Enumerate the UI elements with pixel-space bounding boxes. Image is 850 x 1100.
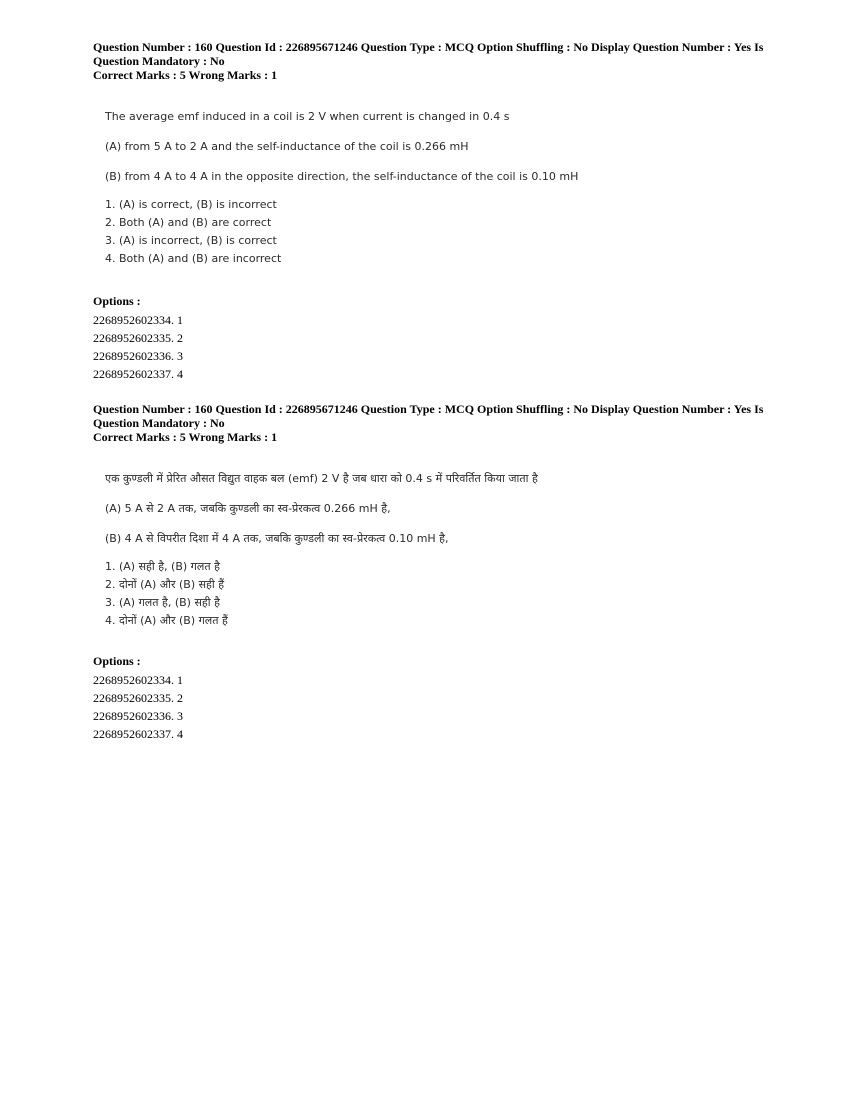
choice-list bbox=[105, 196, 773, 268]
question-marks: Correct Marks : 5 Wrong Marks : 1 bbox=[93, 430, 278, 444]
choice-item: 4. Both (A) and (B) are incorrect bbox=[105, 252, 282, 265]
question-content-2 bbox=[105, 472, 773, 630]
options-section-1 bbox=[93, 294, 773, 383]
question-stem: एक कुण्डली में प्रेरित औसत विद्युत वाहक बल (emf) 2 V है जब धारा को 0.4 s में परिवर्तित किया जाता है bbox=[105, 472, 538, 485]
option-item: 2268952602336. 3 bbox=[93, 709, 183, 723]
question-marks: Correct Marks : 5 Wrong Marks : 1 bbox=[93, 68, 278, 82]
statement-a: (A) 5 A से 2 A तक, जबकि कुण्डली का स्व-प्रेरकत्व 0.266 mH है, bbox=[105, 502, 391, 515]
question-block-1 bbox=[93, 40, 773, 383]
choice-list bbox=[105, 558, 773, 630]
question-header-line1: Question Number : 160 Question Id : 226895671246 Question Type : MCQ Option Shuffling : No Display Question Number : Yes Is bbox=[93, 402, 764, 416]
option-item: 2268952602337. 4 bbox=[93, 727, 183, 741]
choice-item: 2. Both (A) and (B) are correct bbox=[105, 216, 272, 229]
option-item: 2268952602336. 3 bbox=[93, 349, 183, 363]
question-block-2 bbox=[93, 402, 773, 743]
option-item: 2268952602335. 2 bbox=[93, 691, 183, 705]
choice-item: 3. (A) is incorrect, (B) is correct bbox=[105, 234, 277, 247]
choice-item: 1. (A) is correct, (B) is incorrect bbox=[105, 198, 277, 211]
choice-item: 4. दोनों (A) और (B) गलत हैं bbox=[105, 614, 228, 627]
statement-b: (B) from 4 A to 4 A in the opposite direction, the self-inductance of the coil is 0.10 mH bbox=[105, 170, 579, 183]
options-section-2 bbox=[93, 654, 773, 743]
statement-a: (A) from 5 A to 2 A and the self-inductance of the coil is 0.266 mH bbox=[105, 140, 469, 153]
choice-item: 1. (A) सही है, (B) गलत है bbox=[105, 560, 220, 573]
options-title: Options : bbox=[93, 294, 141, 308]
question-stem: The average emf induced in a coil is 2 V when current is changed in 0.4 s bbox=[105, 110, 510, 123]
question-content-1 bbox=[105, 110, 773, 268]
choice-item: 2. दोनों (A) और (B) सही हैं bbox=[105, 578, 225, 591]
choice-item: 3. (A) गलत है, (B) सही है bbox=[105, 596, 220, 609]
question-header-line2: Question Mandatory : No bbox=[93, 54, 225, 68]
option-item: 2268952602335. 2 bbox=[93, 331, 183, 345]
option-item: 2268952602334. 1 bbox=[93, 673, 183, 687]
option-item: 2268952602337. 4 bbox=[93, 367, 183, 381]
statement-b: (B) 4 A से विपरीत दिशा में 4 A तक, जबकि कुण्डली का स्व-प्रेरकत्व 0.10 mH है, bbox=[105, 532, 449, 545]
option-item: 2268952602334. 1 bbox=[93, 313, 183, 327]
question-header-line2: Question Mandatory : No bbox=[93, 416, 225, 430]
options-title: Options : bbox=[93, 654, 141, 668]
question-header-line1: Question Number : 160 Question Id : 226895671246 Question Type : MCQ Option Shuffling : No Display Question Number : Yes Is bbox=[93, 40, 764, 54]
